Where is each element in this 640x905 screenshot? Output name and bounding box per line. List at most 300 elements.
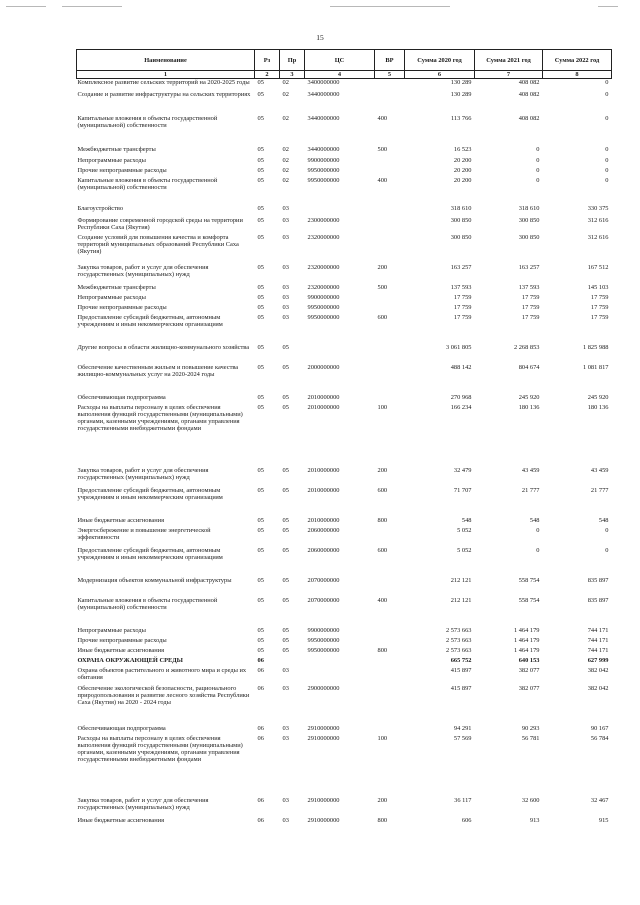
cell-2022: 56 784 — [590, 734, 609, 742]
cell-2021: 56 781 — [521, 734, 540, 742]
header-2020: Сумма 2020 год — [405, 50, 475, 71]
header-name: Наименование — [77, 50, 255, 71]
cell-pr — [280, 657, 305, 667]
table-row — [77, 344, 612, 364]
cell-rz: 05 — [257, 526, 264, 534]
header-2022: Сумма 2022 год — [543, 50, 612, 71]
cell-2022: 744 171 — [587, 646, 609, 654]
cell-2020: 212 121 — [450, 576, 472, 584]
table-row — [77, 167, 612, 177]
header-vr: ВР — [375, 50, 405, 71]
cell-2021: 137 593 — [518, 283, 540, 291]
cell-2020: 488 142 — [450, 363, 472, 371]
cell-name: Закупка товаров, работ и услуг для обеспечения государственных (муниципальных) нужд — [77, 466, 209, 481]
cell-2021: 558 754 — [518, 596, 540, 604]
cell-vr — [375, 577, 405, 597]
cell-rz: 06 — [257, 666, 264, 674]
cell-vr: 600 — [377, 546, 388, 554]
cell-pr: 02 — [282, 79, 289, 86]
cell-2022: 0 — [605, 79, 609, 86]
cell-vr — [375, 637, 405, 647]
cell-rz: 05 — [257, 263, 264, 271]
col-number: 8 — [543, 71, 612, 79]
cell-vr: 100 — [377, 734, 388, 742]
cell-2022: 0 — [605, 166, 609, 174]
cell-2022: 43 459 — [590, 466, 609, 474]
table-row — [77, 577, 612, 597]
column-number-row — [77, 71, 612, 79]
col-number: 1 — [77, 71, 255, 79]
cell-vr — [375, 685, 405, 725]
table-row — [77, 657, 612, 667]
cell-2020: 71 707 — [453, 486, 472, 494]
cell-rz: 05 — [257, 156, 264, 164]
cell-rz: 06 — [257, 734, 264, 742]
cell-pr: 02 — [282, 145, 289, 153]
cell-name: Межбюджетные трансферты — [77, 145, 156, 153]
cell-pr: 05 — [282, 636, 289, 644]
cell-name: Капитальные вложения в объекты государственной (муниципальной) собственности — [77, 176, 218, 191]
table-body — [77, 79, 612, 827]
cell-2022: 32 467 — [590, 796, 609, 804]
cell-vr — [375, 667, 405, 685]
cell-cs — [305, 205, 375, 217]
cell-2022: 1 081 817 — [582, 363, 609, 371]
cell-2021: 163 257 — [518, 263, 540, 271]
cell-vr: 500 — [377, 145, 388, 153]
cell-cs: 9900000000 — [307, 293, 340, 301]
cell-name: Предоставление субсидий бюджетным, автономным учреждениям и иным некоммерческим организациям — [77, 546, 223, 561]
cell-vr — [375, 79, 405, 91]
cell-2020: 415 897 — [450, 666, 472, 674]
cell-name: Обеспечивающая подпрограмма — [77, 724, 166, 732]
cell-2021: 90 293 — [521, 724, 540, 732]
cell-pr: 03 — [282, 303, 289, 311]
cell-2022: 1 825 988 — [582, 343, 609, 351]
cell-pr: 05 — [282, 343, 289, 351]
cell-pr: 05 — [282, 486, 289, 494]
cell-rz: 05 — [257, 596, 264, 604]
cell-vr: 600 — [377, 486, 388, 494]
cell-pr: 02 — [282, 90, 289, 98]
cell-cs — [305, 657, 375, 667]
cell-vr — [375, 527, 405, 547]
cell-cs: 9950000000 — [307, 646, 340, 654]
cell-rz: 05 — [257, 176, 264, 184]
cell-2021: 548 — [529, 516, 540, 524]
cell-2021: 17 759 — [521, 313, 540, 321]
cell-pr: 02 — [282, 156, 289, 164]
cell-rz: 05 — [257, 166, 264, 174]
table-row — [77, 647, 612, 657]
table-row — [77, 637, 612, 647]
cell-2021: 300 850 — [518, 233, 540, 241]
table-row — [77, 685, 612, 725]
cell-2022: 0 — [605, 145, 609, 153]
cell-name: Комплексное развитие сельских территорий на 2020-2025 годы — [77, 79, 250, 86]
cell-pr: 03 — [282, 293, 289, 301]
cell-vr: 200 — [377, 263, 388, 271]
scan-artifact — [6, 6, 46, 7]
cell-pr: 05 — [282, 546, 289, 554]
cell-2020: 3 061 805 — [445, 343, 472, 351]
col-number: 3 — [280, 71, 305, 79]
cell-cs: 9900000000 — [307, 156, 340, 164]
cell-pr: 03 — [282, 283, 289, 291]
cell-vr: 200 — [377, 466, 388, 474]
cell-name: Прочие непрограммные расходы — [77, 636, 167, 644]
cell-cs: 2070000000 — [307, 596, 340, 604]
table-row — [77, 284, 612, 294]
cell-2020: 548 — [461, 516, 472, 524]
cell-name: Иные бюджетные ассигнования — [77, 646, 165, 654]
cell-2021: 17 759 — [521, 293, 540, 301]
cell-pr: 03 — [282, 666, 289, 674]
cell-rz: 06 — [257, 796, 264, 804]
cell-name: Другие вопросы в области жилищно-коммунального хозяйства — [77, 343, 250, 351]
table-row — [77, 314, 612, 344]
cell-2021: 245 920 — [518, 393, 540, 401]
cell-rz: 05 — [257, 90, 264, 98]
table-row — [77, 217, 612, 234]
cell-rz: 05 — [257, 486, 264, 494]
cell-rz: 05 — [257, 403, 264, 411]
cell-vr: 800 — [377, 816, 388, 824]
cell-rz: 05 — [257, 646, 264, 654]
cell-name: Создание условий для повышения качества и комфорта территорий муниципальных образований Республики Саха (Якутия) — [77, 233, 239, 256]
cell-rz: 05 — [257, 293, 264, 301]
cell-2022: 548 — [598, 516, 609, 524]
cell-name: Создание и развитие инфраструктуры на сельских территориях — [77, 90, 251, 98]
cell-2020: 5 052 — [457, 526, 472, 534]
cell-rz: 05 — [257, 466, 264, 474]
cell-cs: 2910000000 — [307, 724, 340, 732]
cell-cs: 9950000000 — [307, 636, 340, 644]
cell-cs: 2010000000 — [307, 486, 340, 494]
cell-2020: 5 052 — [457, 546, 472, 554]
cell-pr: 05 — [282, 363, 289, 371]
cell-2022: 17 759 — [590, 313, 609, 321]
header-row — [77, 50, 612, 71]
cell-2021: 640 153 — [518, 656, 540, 664]
cell-2021: 913 — [529, 816, 540, 824]
cell-2022: 21 777 — [590, 486, 609, 494]
cell-rz: 05 — [257, 204, 264, 212]
cell-2021: 1 464 179 — [513, 646, 540, 654]
cell-2021: 558 754 — [518, 576, 540, 584]
cell-rz: 05 — [257, 79, 264, 86]
table-row — [77, 527, 612, 547]
table-row — [77, 797, 612, 817]
cell-name: Непрограммные расходы — [77, 293, 146, 301]
cell-2022: 145 103 — [587, 283, 609, 291]
cell-2020: 300 850 — [450, 233, 472, 241]
cell-name: Прочие непрограммные расходы — [77, 303, 167, 311]
cell-vr: 400 — [377, 114, 388, 122]
cell-cs: 2320000000 — [307, 283, 340, 291]
cell-2022: 17 759 — [590, 293, 609, 301]
table-row — [77, 735, 612, 797]
cell-pr: 02 — [282, 166, 289, 174]
cell-pr: 05 — [282, 516, 289, 524]
cell-2022: 835 897 — [587, 596, 609, 604]
cell-2020: 606 — [461, 816, 472, 824]
table-row — [77, 79, 612, 91]
col-number: 2 — [255, 71, 280, 79]
cell-vr: 500 — [377, 283, 388, 291]
cell-2021: 408 082 — [518, 114, 540, 122]
cell-2022: 245 920 — [587, 393, 609, 401]
col-number: 6 — [405, 71, 475, 79]
cell-2021: 300 850 — [518, 216, 540, 224]
cell-cs: 2010000000 — [307, 403, 340, 411]
cell-2021: 180 136 — [518, 403, 540, 411]
cell-2021: 1 464 179 — [513, 626, 540, 634]
cell-name: Обеспечение экологической безопасности, рационального природопользования и развитие лесного хозяйства Республики Саха (Якутия) на 2020 - 2024 годы — [77, 684, 250, 707]
cell-2021: 382 077 — [518, 666, 540, 674]
cell-2020: 163 257 — [450, 263, 472, 271]
cell-vr: 200 — [377, 796, 388, 804]
cell-name: ОХРАНА ОКРУЖАЮЩЕЙ СРЕДЫ — [77, 656, 183, 664]
cell-vr — [375, 234, 405, 264]
cell-cs: 9950000000 — [307, 166, 340, 174]
cell-vr — [375, 304, 405, 314]
cell-2022: 627 999 — [587, 656, 609, 664]
cell-rz: 05 — [257, 283, 264, 291]
cell-rz: 05 — [257, 216, 264, 224]
cell-pr: 02 — [282, 176, 289, 184]
cell-2022: 0 — [605, 90, 609, 98]
cell-vr — [375, 294, 405, 304]
header-cs: ЦС — [305, 50, 375, 71]
cell-pr: 05 — [282, 626, 289, 634]
cell-pr: 03 — [282, 233, 289, 241]
cell-cs: 2910000000 — [307, 816, 340, 824]
cell-rz: 05 — [257, 343, 264, 351]
cell-2020: 212 121 — [450, 596, 472, 604]
cell-vr: 600 — [377, 313, 388, 321]
cell-vr — [375, 205, 405, 217]
cell-2021: 0 — [536, 546, 540, 554]
cell-name: Энергосбережение и повышение энергетической эффективности — [77, 526, 211, 541]
cell-2020: 20 200 — [453, 156, 472, 164]
cell-cs — [305, 344, 375, 364]
cell-pr: 03 — [282, 204, 289, 212]
cell-vr: 400 — [377, 596, 388, 604]
cell-pr: 03 — [282, 734, 289, 742]
cell-2020: 16 523 — [453, 145, 472, 153]
table-row — [77, 157, 612, 167]
cell-name: Охрана объектов растительного и животного мира и среды их обитания — [77, 666, 247, 681]
table-row — [77, 597, 612, 627]
cell-2021: 0 — [536, 145, 540, 153]
cell-2022: 167 512 — [587, 263, 609, 271]
cell-name: Предоставление субсидий бюджетным, автономным учреждениям и иным некоммерческим организациям — [77, 313, 223, 328]
table-row — [77, 115, 612, 146]
cell-2022: 382 042 — [587, 684, 609, 692]
cell-rz: 05 — [257, 313, 264, 321]
cell-pr: 05 — [282, 576, 289, 584]
cell-vr: 800 — [377, 646, 388, 654]
cell-cs: 3440000000 — [307, 145, 340, 153]
cell-cs: 9950000000 — [307, 176, 340, 184]
cell-2021: 0 — [536, 166, 540, 174]
cell-name: Иные бюджетные ассигнования — [77, 816, 165, 824]
cell-2022: 0 — [605, 156, 609, 164]
cell-2022: 744 171 — [587, 636, 609, 644]
table-row — [77, 177, 612, 205]
cell-cs: 2320000000 — [307, 233, 340, 241]
cell-2022: 17 759 — [590, 303, 609, 311]
cell-pr: 03 — [282, 724, 289, 732]
cell-cs: 2070000000 — [307, 576, 340, 584]
scan-artifact — [330, 6, 450, 7]
table-row — [77, 404, 612, 467]
cell-2022: 0 — [605, 176, 609, 184]
cell-rz: 06 — [257, 684, 264, 692]
cell-cs: 2320000000 — [307, 263, 340, 271]
table-row — [77, 304, 612, 314]
cell-rz: 05 — [257, 114, 264, 122]
cell-pr: 05 — [282, 403, 289, 411]
header-2021: Сумма 2021 год — [475, 50, 543, 71]
cell-2020: 36 117 — [454, 796, 472, 804]
cell-rz: 05 — [257, 393, 264, 401]
cell-vr — [375, 167, 405, 177]
cell-vr: 800 — [377, 516, 388, 524]
cell-2020: 665 752 — [450, 656, 472, 664]
cell-2022: 90 167 — [590, 724, 609, 732]
cell-cs: 2910000000 — [307, 734, 340, 742]
table-row — [77, 364, 612, 394]
table-row — [77, 205, 612, 217]
cell-2022: 0 — [605, 526, 609, 534]
cell-cs: 2060000000 — [307, 546, 340, 554]
cell-cs: 2010000000 — [307, 466, 340, 474]
cell-name: Модернизация объектов коммунальной инфраструктуры — [77, 576, 232, 584]
cell-2021: 0 — [536, 176, 540, 184]
table-row — [77, 146, 612, 157]
cell-2021: 21 777 — [521, 486, 540, 494]
cell-name: Обеспечивающая подпрограмма — [77, 393, 166, 401]
table-row — [77, 264, 612, 284]
cell-pr: 05 — [282, 393, 289, 401]
col-number: 4 — [305, 71, 375, 79]
cell-vr — [375, 344, 405, 364]
cell-cs — [305, 667, 375, 685]
cell-name: Благоустройство — [77, 204, 124, 212]
cell-2020: 300 850 — [450, 216, 472, 224]
table-row — [77, 627, 612, 637]
col-number: 7 — [475, 71, 543, 79]
scan-artifact — [598, 6, 618, 7]
cell-name: Капитальные вложения в объекты государственной (муниципальной) собственности — [77, 114, 218, 129]
cell-rz: 06 — [257, 816, 264, 824]
cell-2021: 17 759 — [521, 303, 540, 311]
table-row — [77, 394, 612, 404]
cell-pr: 05 — [282, 526, 289, 534]
cell-2020: 32 479 — [453, 466, 472, 474]
cell-cs: 2010000000 — [307, 393, 340, 401]
cell-2020: 20 200 — [453, 176, 472, 184]
cell-name: Иные бюджетные ассигнования — [77, 516, 165, 524]
cell-name: Предоставление субсидий бюджетным, автономным учреждениям и иным некоммерческим организациям — [77, 486, 223, 501]
cell-cs: 3400000000 — [307, 79, 340, 86]
cell-2020: 57 569 — [453, 734, 472, 742]
header-rz: Рз — [255, 50, 280, 71]
cell-name: Прочие непрограммные расходы — [77, 166, 167, 174]
cell-vr — [375, 91, 405, 115]
cell-rz: 06 — [257, 656, 264, 664]
cell-2020: 130 289 — [450, 90, 472, 98]
cell-2020: 166 234 — [450, 403, 472, 411]
col-number: 5 — [375, 71, 405, 79]
cell-name: Межбюджетные трансферты — [77, 283, 156, 291]
cell-2022: 0 — [605, 114, 609, 122]
cell-2020: 318 610 — [450, 204, 472, 212]
cell-name: Закупка товаров, работ и услуг для обеспечения государственных (муниципальных) нужд — [77, 263, 209, 278]
cell-pr: 05 — [282, 596, 289, 604]
cell-name: Обеспечение качественным жильем и повышение качества жилищно-коммунальных услуг на 2020-2024 годы — [77, 363, 239, 378]
table-row — [77, 725, 612, 735]
cell-rz: 06 — [257, 724, 264, 732]
cell-pr: 03 — [282, 684, 289, 692]
cell-cs: 9900000000 — [307, 626, 340, 634]
cell-2021: 0 — [536, 156, 540, 164]
cell-name: Расходы на выплаты персоналу в целях обеспечения выполнения функций государственными (муниципальными) органами, казенными учреждениями, органами управления государственными внебюджетными фондами — [77, 403, 243, 433]
cell-rz: 05 — [257, 303, 264, 311]
cell-pr: 03 — [282, 263, 289, 271]
table-row — [77, 294, 612, 304]
cell-2022: 312 616 — [587, 233, 609, 241]
cell-2022: 0 — [605, 546, 609, 554]
cell-rz: 05 — [257, 233, 264, 241]
cell-vr: 400 — [377, 176, 388, 184]
table-row — [77, 667, 612, 685]
cell-2021: 32 600 — [521, 796, 540, 804]
scan-artifact — [62, 6, 122, 7]
cell-pr: 02 — [282, 114, 289, 122]
cell-2021: 318 610 — [518, 204, 540, 212]
cell-rz: 05 — [257, 546, 264, 554]
cell-cs: 2300000000 — [307, 216, 340, 224]
cell-rz: 05 — [257, 145, 264, 153]
table-row — [77, 817, 612, 827]
cell-2020: 130 289 — [450, 79, 472, 86]
table-row — [77, 517, 612, 527]
cell-2021: 43 459 — [521, 466, 540, 474]
cell-2022: 312 616 — [587, 216, 609, 224]
cell-2020: 17 759 — [453, 303, 472, 311]
cell-2020: 94 291 — [453, 724, 472, 732]
cell-2020: 113 766 — [450, 114, 472, 122]
cell-cs: 3440000000 — [307, 90, 340, 98]
cell-2021: 382 077 — [518, 684, 540, 692]
cell-rz: 05 — [257, 636, 264, 644]
cell-2020: 17 759 — [453, 313, 472, 321]
cell-cs: 2910000000 — [307, 796, 340, 804]
cell-2020: 2 573 663 — [445, 646, 472, 654]
cell-2021: 408 082 — [518, 79, 540, 86]
cell-2020: 415 897 — [450, 684, 472, 692]
cell-2022: 330 375 — [587, 204, 609, 212]
table-row — [77, 91, 612, 115]
cell-pr: 03 — [282, 816, 289, 824]
cell-rz: 05 — [257, 363, 264, 371]
cell-rz: 05 — [257, 516, 264, 524]
cell-2022: 382 042 — [587, 666, 609, 674]
cell-2020: 137 593 — [450, 283, 472, 291]
